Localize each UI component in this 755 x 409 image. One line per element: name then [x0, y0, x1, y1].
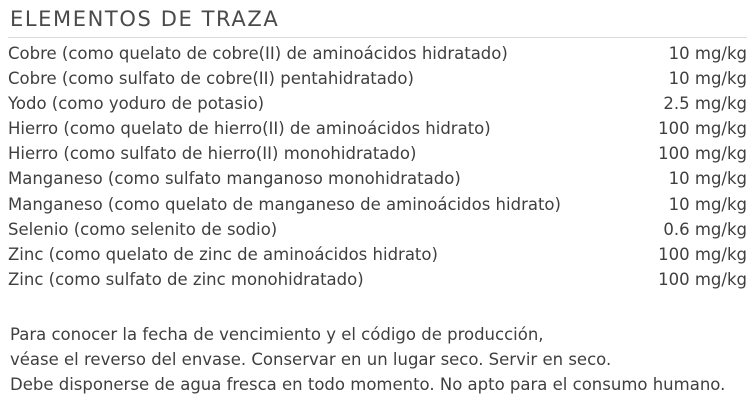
ingredient-name: Cobre (como quelato de cobre(II) de aminoácidos hidratado) [8, 44, 508, 64]
ingredient-value: 100 mg/kg [658, 269, 747, 289]
ingredient-name: Manganeso (como quelato de manganeso de aminoácidos hidrato) [8, 194, 561, 214]
ingredient-value: 100 mg/kg [658, 144, 747, 164]
table-row [8, 192, 747, 217]
ingredient-name: Hierro (como sulfato de hierro(II) monohidratado) [8, 144, 417, 164]
ingredient-name: Cobre (como sulfato de cobre(II) pentahidratado) [8, 69, 414, 89]
table-row [8, 41, 747, 66]
table-row [8, 141, 747, 166]
ingredient-value: 10 mg/kg [668, 169, 747, 189]
ingredient-name: Zinc (como sulfato de zinc monohidratado) [8, 269, 364, 289]
ingredient-value: 10 mg/kg [668, 194, 747, 214]
table-row [8, 267, 747, 292]
ingredient-value: 2.5 mg/kg [663, 94, 747, 114]
note-line: véase el reverso del envase. Conservar en un lugar seco. Servir en seco. [10, 350, 612, 370]
table-row [8, 242, 747, 267]
ingredient-value: 100 mg/kg [658, 119, 747, 139]
notes-block [8, 322, 747, 398]
ingredient-name: Yodo (como yoduro de potasio) [8, 94, 265, 114]
ingredients-table-body [8, 41, 747, 292]
ingredient-value: 10 mg/kg [668, 44, 747, 64]
ingredient-value: 10 mg/kg [668, 69, 747, 89]
ingredient-name: Hierro (como quelato de hierro(II) de aminoácidos hidrato) [8, 119, 491, 139]
note-line: Para conocer la fecha de vencimiento y el código de producción, [10, 324, 544, 344]
ingredients-table [8, 41, 747, 292]
ingredient-name: Zinc (como quelato de zinc de aminoácidos hidrato) [8, 244, 438, 264]
table-row [8, 66, 747, 91]
section-title: ELEMENTOS DE TRAZA [10, 7, 280, 31]
table-row [8, 91, 747, 116]
ingredient-name: Selenio (como selenito de sodio) [8, 219, 278, 239]
divider [8, 37, 747, 38]
ingredient-value: 100 mg/kg [658, 244, 747, 264]
table-row [8, 116, 747, 141]
ingredient-name: Manganeso (como sulfato manganoso monohidratado) [8, 169, 461, 189]
note-line: Debe disponerse de agua fresca en todo momento. No apto para el consumo humano. [10, 375, 726, 395]
table-row [8, 217, 747, 242]
table-row [8, 166, 747, 191]
ingredient-value: 0.6 mg/kg [663, 219, 747, 239]
